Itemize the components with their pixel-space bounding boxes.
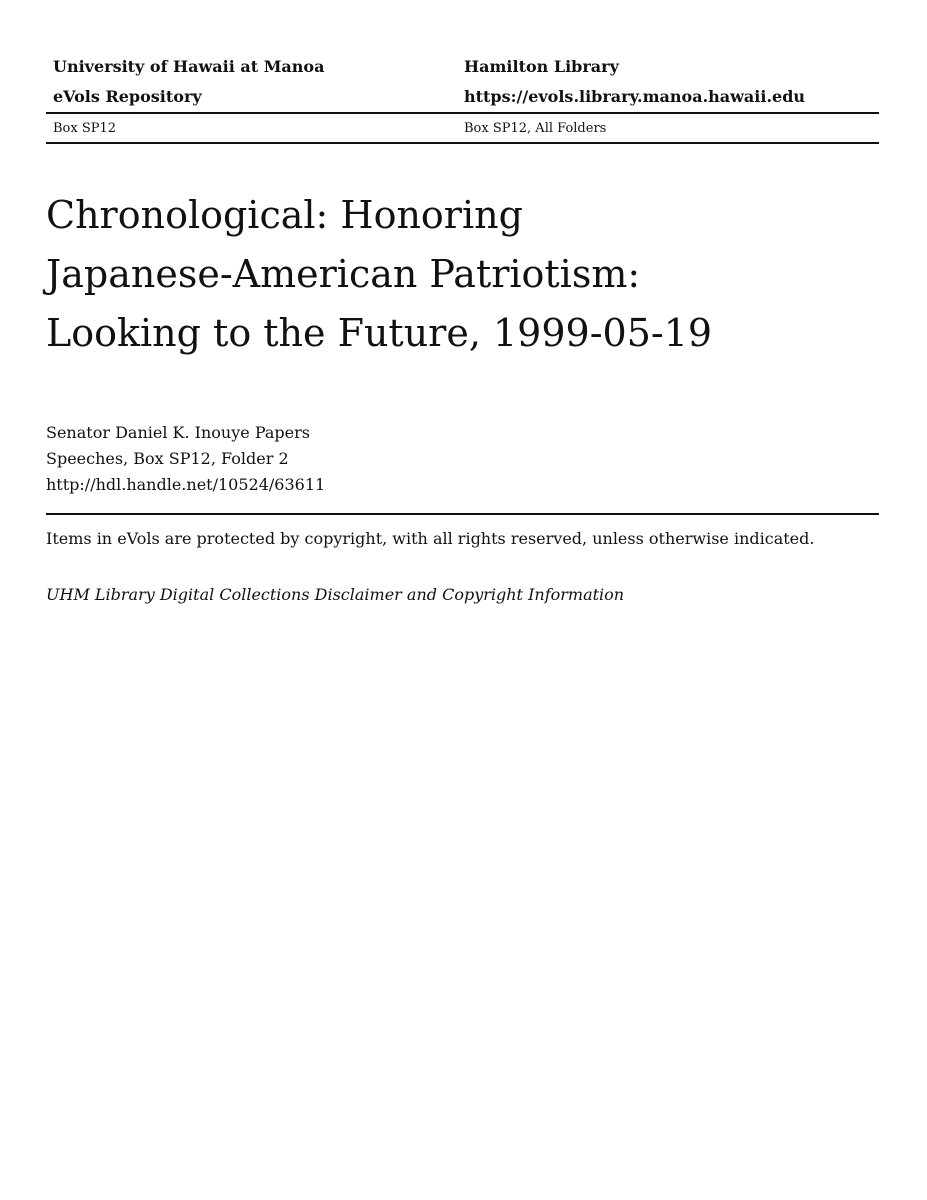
box-label-left: Box SP12 bbox=[53, 120, 117, 136]
copyright-notice: Items in eVols are protected by copyright, with all rights reserved, unless otherwise indicated. bbox=[46, 529, 815, 548]
disclaimer-link[interactable]: UHM Library Digital Collections Disclaimer and Copyright Information bbox=[46, 585, 625, 604]
header-row-2 bbox=[46, 82, 879, 112]
library-name: Hamilton Library bbox=[464, 57, 619, 76]
institution-name: University of Hawaii at Manoa bbox=[53, 57, 325, 76]
folder-location: Speeches, Box SP12, Folder 2 bbox=[46, 449, 289, 468]
handle-link[interactable]: http://hdl.handle.net/10524/63611 bbox=[46, 475, 326, 494]
collection-name: Senator Daniel K. Inouye Papers bbox=[46, 423, 310, 442]
document-metadata bbox=[46, 420, 325, 498]
header-row-1 bbox=[46, 52, 879, 82]
metadata-divider bbox=[46, 513, 879, 515]
box-divider bbox=[46, 142, 879, 144]
box-row bbox=[46, 114, 879, 142]
header-table bbox=[46, 52, 879, 144]
document-title bbox=[46, 186, 879, 363]
title-line-3: Looking to the Future, 1999-05-19 bbox=[46, 311, 713, 355]
box-label-right: Box SP12, All Folders bbox=[464, 120, 607, 136]
repository-url: https://evols.library.manoa.hawaii.edu bbox=[464, 87, 806, 106]
title-line-1: Chronological: Honoring bbox=[46, 193, 523, 237]
repository-name: eVols Repository bbox=[53, 87, 202, 106]
title-line-2: Japanese-American Patriotism: bbox=[46, 252, 641, 296]
